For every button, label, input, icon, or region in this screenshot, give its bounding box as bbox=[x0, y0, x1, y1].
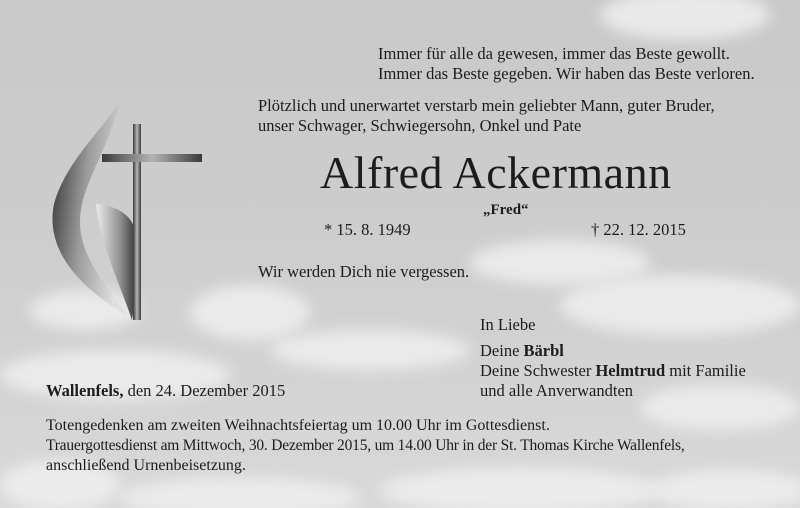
service-line-3: anschließend Urnenbeisetzung. bbox=[46, 457, 246, 474]
service-line-2: Trauergottesdienst am Mittwoch, 30. Dezember 2015, um 14.00 Uhr in der St. Thomas Kirche Wallenfels, bbox=[46, 437, 685, 454]
deceased-nickname: „Fred“ bbox=[483, 202, 529, 218]
notice-date: den 24. Dezember 2015 bbox=[123, 381, 286, 400]
birth-date: * 15. 8. 1949 bbox=[324, 220, 411, 239]
service-line-1: Totengedenken am zweiten Weihnachtsfeiertag um 10.00 Uhr im Gottesdienst. bbox=[46, 417, 550, 434]
remembrance-text: Wir werden Dich nie vergessen. bbox=[258, 262, 470, 281]
cross-and-flame-icon bbox=[40, 94, 210, 324]
mourner-sister-suffix: mit Familie bbox=[665, 361, 746, 380]
mourner-sister-name: Helmtrud bbox=[595, 361, 666, 380]
intro-line-2: unser Schwager, Schwiegersohn, Onkel und Pate bbox=[258, 116, 582, 135]
motto-line-2: Immer das Beste gegeben. Wir haben das Beste verloren. bbox=[378, 64, 755, 83]
motto-line-1: Immer für alle da gewesen, immer das Beste gewollt. bbox=[378, 44, 730, 63]
deceased-name: Alfred Ackermann bbox=[320, 147, 672, 198]
place-name: Wallenfels, bbox=[46, 381, 124, 400]
mourner-wife-name: Bärbl bbox=[523, 341, 564, 360]
mourner-wife-prefix: Deine bbox=[480, 341, 524, 360]
place-date bbox=[46, 381, 285, 401]
intro-line-1: Plötzlich und unerwartet verstarb mein geliebter Mann, guter Bruder, bbox=[258, 96, 715, 115]
mourner-others: und alle Anverwandten bbox=[480, 381, 634, 400]
mourner-sister bbox=[480, 361, 746, 381]
death-date: † 22. 12. 2015 bbox=[591, 220, 686, 239]
in-love-text: In Liebe bbox=[480, 315, 536, 334]
mourner-sister-prefix: Deine Schwester bbox=[480, 361, 596, 380]
mourner-wife bbox=[480, 341, 564, 361]
